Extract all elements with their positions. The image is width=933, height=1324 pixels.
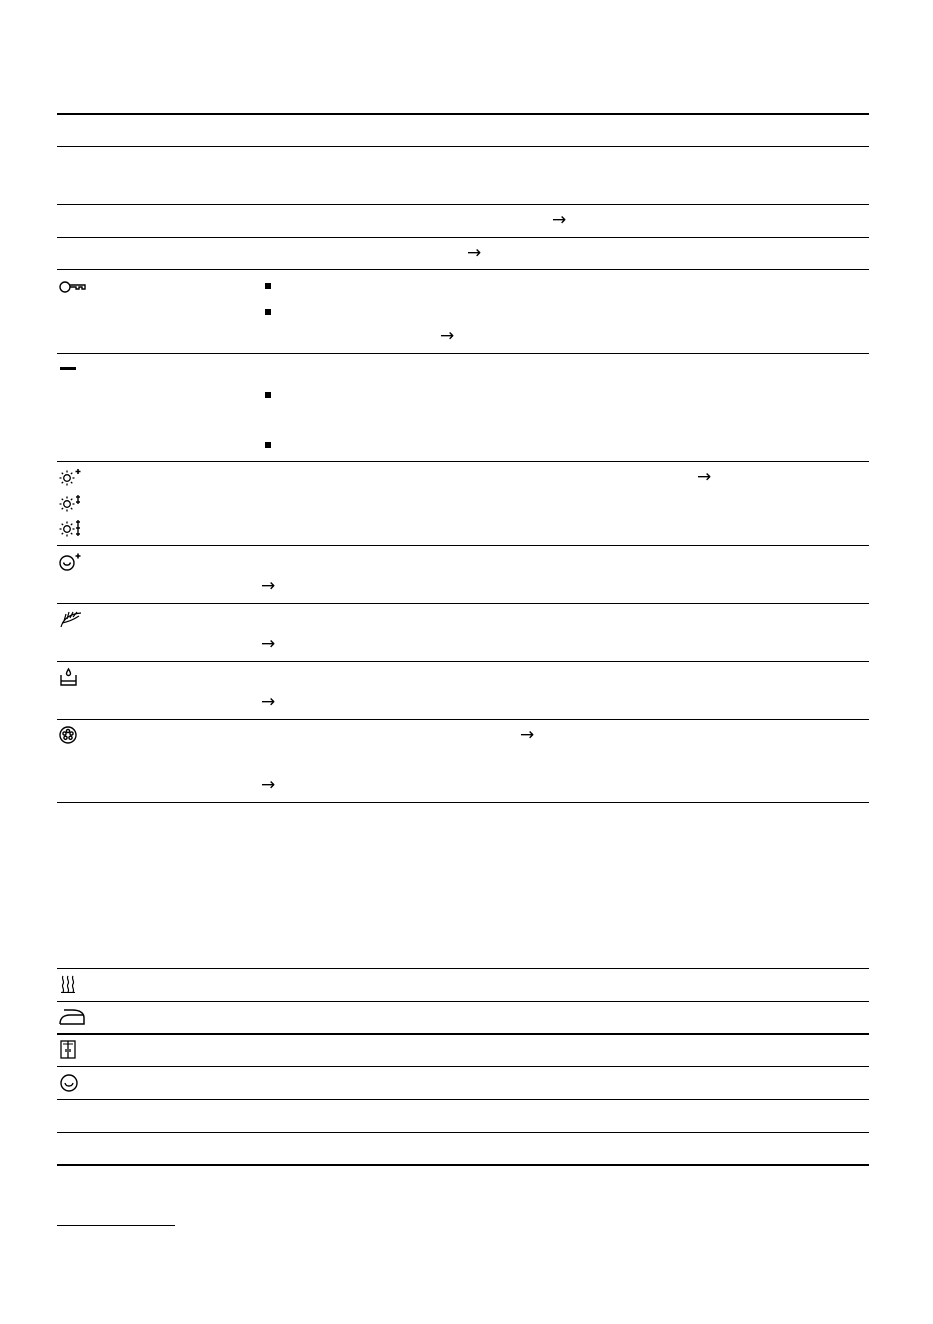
table-rule-top <box>57 113 869 115</box>
table-rule <box>57 661 869 662</box>
table-rule <box>57 237 869 238</box>
water-tank-icon <box>59 667 79 687</box>
table-rule <box>57 353 869 354</box>
table-rule <box>57 968 869 969</box>
table-rule <box>57 1033 869 1035</box>
footnote-rule <box>57 1225 175 1226</box>
cupboard-icon <box>60 1040 76 1060</box>
sun-triple-arrow-icon <box>59 518 83 538</box>
arrow-glyph: → <box>467 243 482 263</box>
table-rule <box>57 146 869 147</box>
table-rule <box>57 204 869 205</box>
list-bullet <box>265 442 271 448</box>
minus-icon <box>60 367 76 371</box>
sun-plus-icon <box>59 467 83 487</box>
table-rule <box>57 1132 869 1133</box>
feather-icon <box>59 610 83 628</box>
table-rule <box>57 1001 869 1002</box>
list-bullet <box>265 392 271 398</box>
table-rule <box>57 603 869 604</box>
table-rule <box>57 269 869 270</box>
arrow-glyph: → <box>261 634 276 654</box>
arrow-glyph: → <box>552 210 567 230</box>
table-rule <box>57 719 869 720</box>
table-rule-bottom <box>57 802 869 803</box>
key-icon <box>59 280 87 294</box>
arrow-glyph: → <box>440 326 455 346</box>
sun-double-arrow-icon <box>59 493 83 513</box>
list-bullet <box>265 309 271 315</box>
anticrease-plus-icon <box>59 552 83 572</box>
arrow-glyph: → <box>261 576 276 596</box>
arrow-glyph: → <box>520 725 535 745</box>
table-rule <box>57 1099 869 1100</box>
filter-icon <box>59 726 77 744</box>
smile-icon <box>59 1073 79 1093</box>
arrow-glyph: → <box>697 467 712 487</box>
arrow-glyph: → <box>261 775 276 795</box>
table-rule-bottom <box>57 1164 869 1166</box>
list-bullet <box>265 283 271 289</box>
table-rule <box>57 545 869 546</box>
table-rule <box>57 1066 869 1067</box>
arrow-glyph: → <box>261 692 276 712</box>
table-rule <box>57 461 869 462</box>
iron-icon <box>58 1008 86 1026</box>
steam-icon <box>60 975 76 993</box>
